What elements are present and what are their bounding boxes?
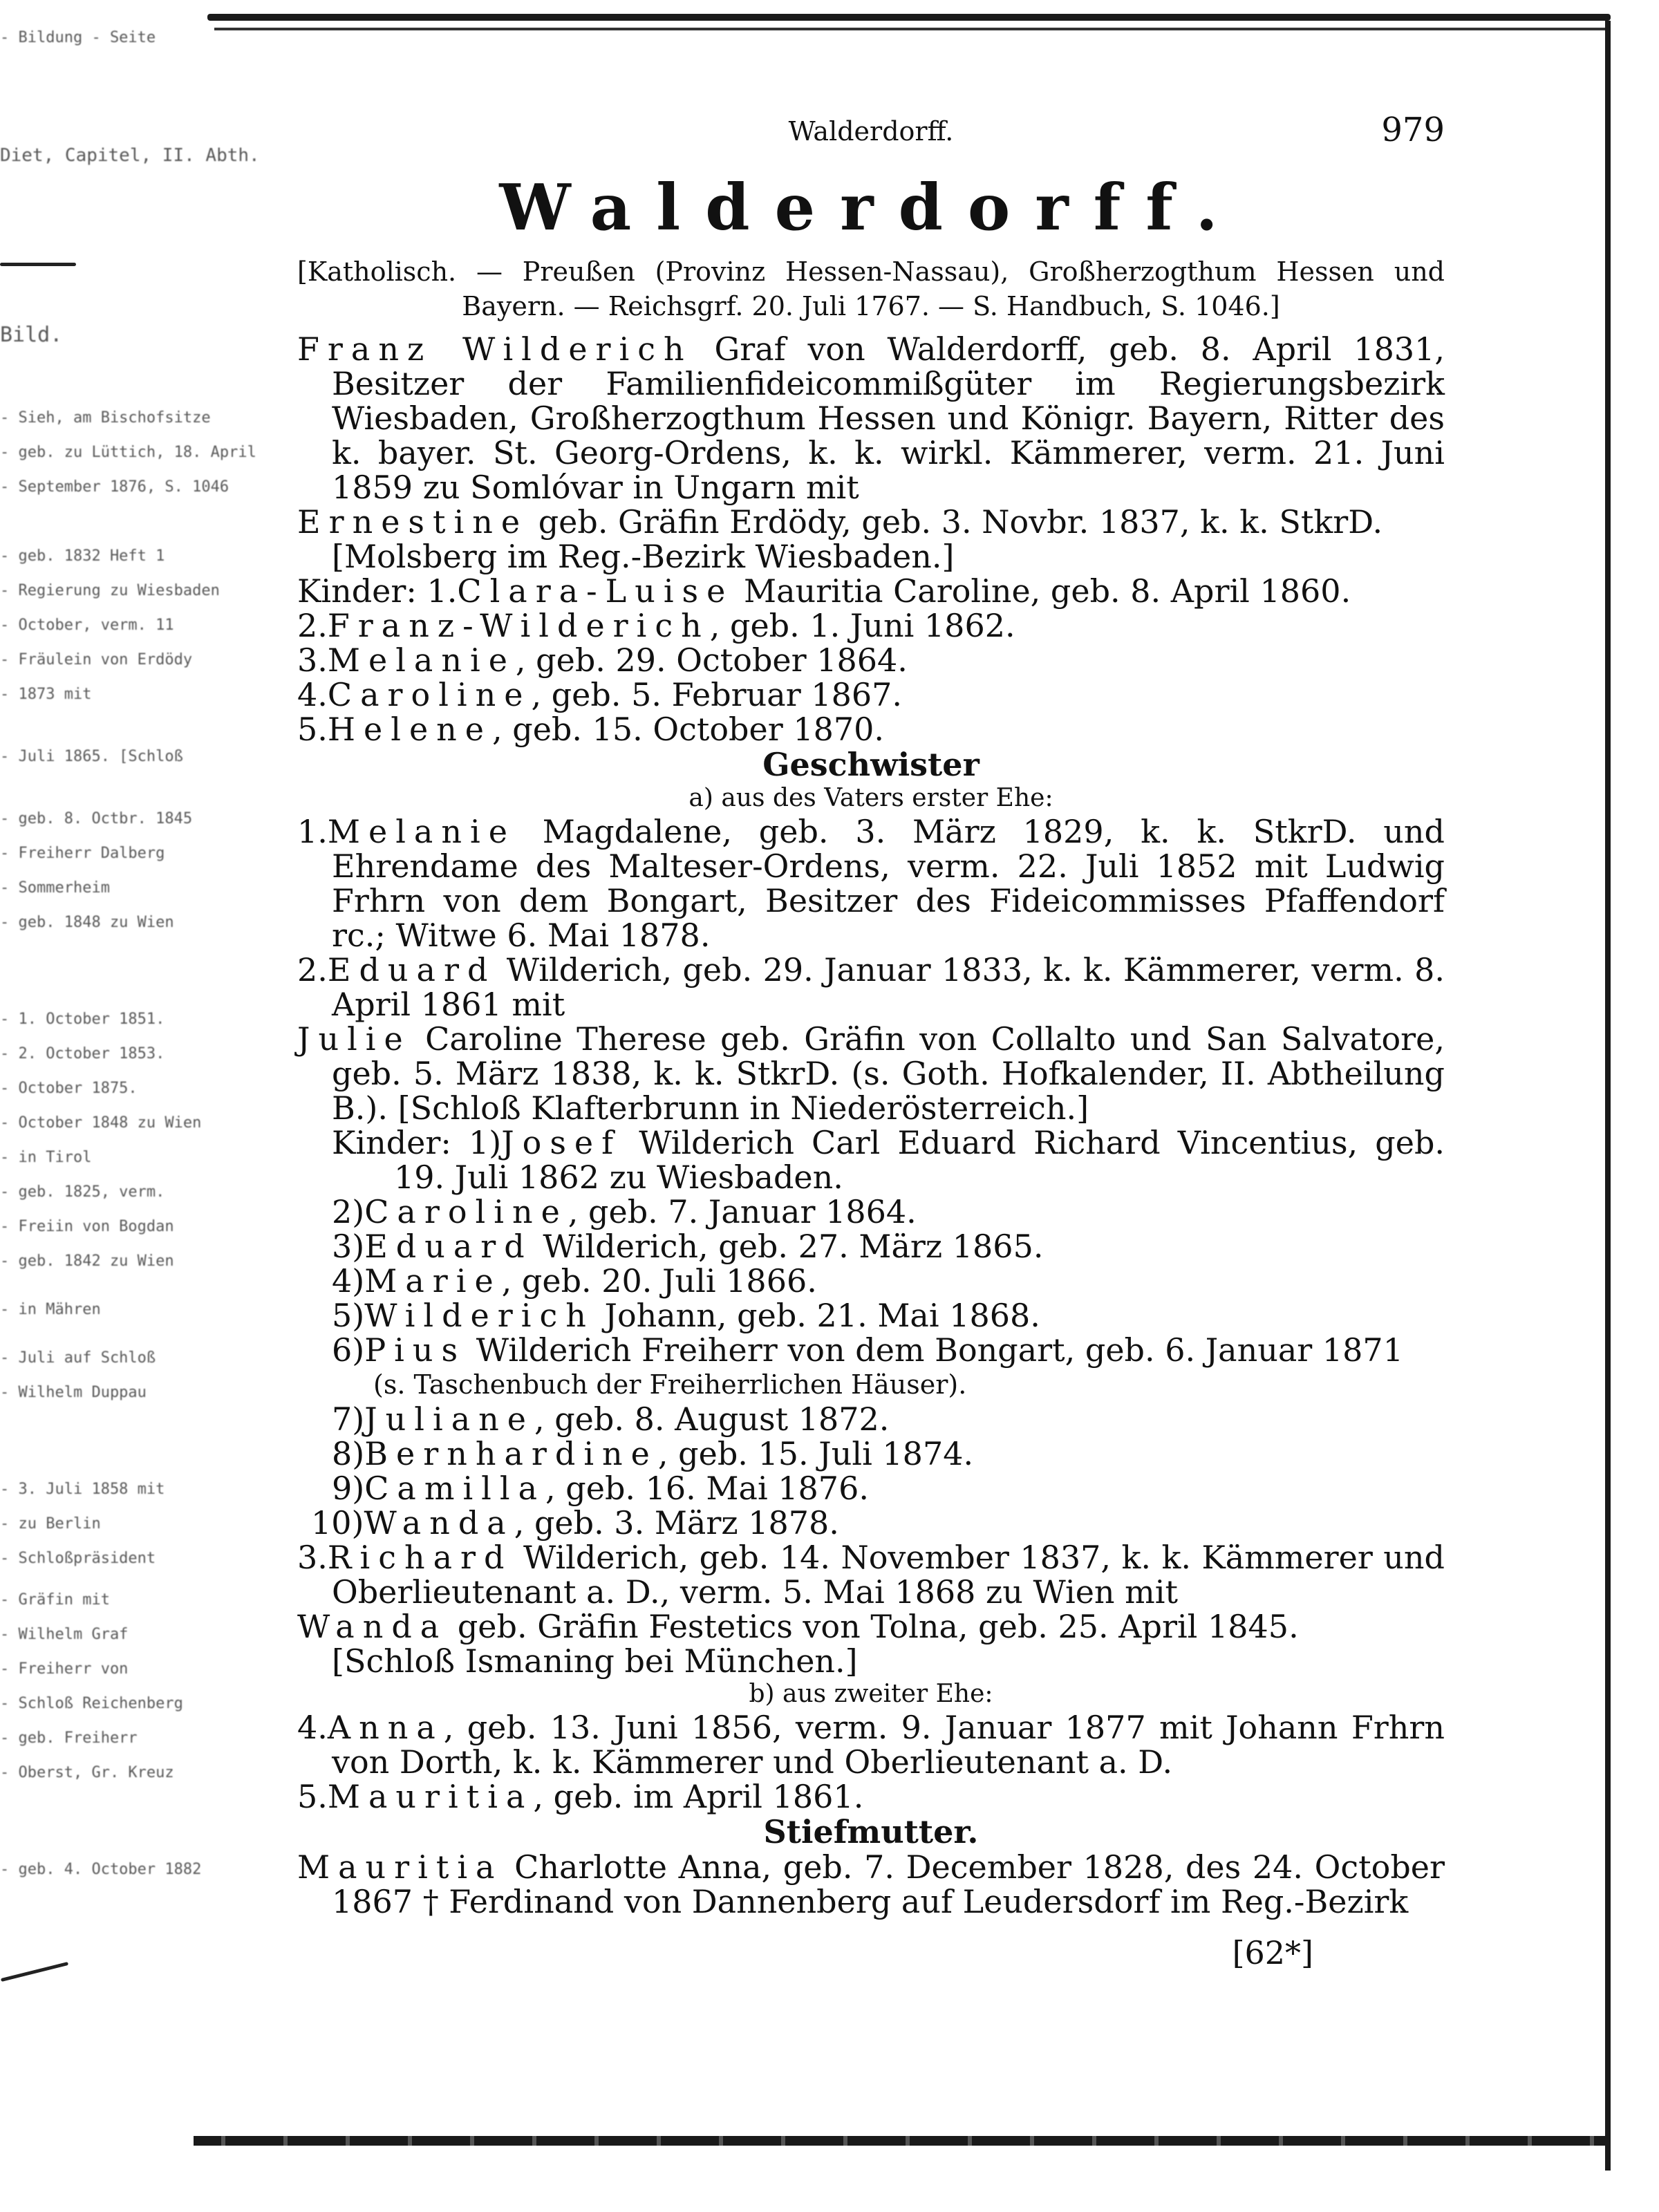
page-border-top [207, 14, 1611, 21]
sibling-entry [297, 1779, 1445, 1814]
nephew-entry [297, 1506, 1445, 1540]
children-list-item [297, 643, 1445, 677]
nephew-entry [297, 1402, 1445, 1436]
nephew-entry [297, 1436, 1445, 1471]
spouse-name: Ernestine [297, 503, 529, 541]
sibling-number: 2. [297, 951, 328, 988]
nephew-text: , geb. 16. Mai 1876. [545, 1470, 869, 1507]
stepmother-entry [297, 1850, 1445, 1919]
margin-line: - Juli auf Schloß [0, 1349, 156, 1367]
sibling-name: Eduard [327, 951, 496, 988]
family-note-line: Bayern. — Reichsgrf. 20. Juli 1767. — S. Handbuch, S. 1046.] [462, 291, 1280, 321]
nephew-entry [297, 1471, 1445, 1506]
family-note-line: [Katholisch. — Preußen (Provinz Hessen-Nassau), Großherzogthum Hessen und [297, 256, 1445, 287]
nephew-name: Pius [364, 1331, 467, 1369]
running-head: Walderdorff. [788, 116, 954, 147]
page-body [297, 111, 1445, 1971]
stepmother-text: Charlotte Anna, geb. 7. December 1828, des 24. October 1867 † Ferdinand von Dannenberg auf Leudersdorf im Reg.-Bezirk [332, 1848, 1445, 1920]
nephew-name: Caroline [364, 1193, 568, 1230]
margin-line: - Sommerheim [0, 879, 110, 897]
children-list-item [297, 677, 1445, 712]
spouse-residence: [Molsberg im Reg.-Bezirk Wiesbaden.] [332, 538, 955, 575]
left-margin-bleed [0, 0, 260, 2212]
nephew-name: Juliane [364, 1400, 534, 1438]
sibling-text: , geb. 13. Juni 1856, verm. 9. Januar 1877 mit Johann Frhrn von Dorth, k. k. Kämmerer und Oberlieutenant a. D. [332, 1709, 1445, 1781]
nephew-number: 9) [332, 1470, 365, 1507]
margin-line: - October 1875. [0, 1080, 138, 1097]
siblings-subheading-a: a) aus des Vaters erster Ehe: [688, 784, 1053, 812]
sibling-number: 4. [297, 1709, 328, 1746]
nephew-entry [297, 1333, 1445, 1367]
siblings-subheading-b: b) aus zweiter Ehe: [749, 1680, 993, 1708]
family-title: Walderdorff. [499, 170, 1243, 245]
margin-line: - Regierung zu Wiesbaden [0, 582, 220, 599]
sibling-entry [297, 953, 1445, 1022]
nephew-entry [297, 1194, 1445, 1229]
margin-rule [0, 263, 76, 266]
children-list-item [297, 712, 1445, 747]
children-list-item [297, 574, 1445, 608]
margin-line: - 1. October 1851. [0, 1011, 165, 1028]
nephew-number: 8) [332, 1435, 365, 1472]
nephew-text: Wilderich Freiherr von dem Bongart, geb. 6. Januar 1871 [466, 1331, 1403, 1369]
nephew-note: (s. Taschenbuch der Freiherrlichen Häuser). [373, 1369, 967, 1400]
margin-line: - zu Berlin [0, 1515, 101, 1533]
margin-line: - Fräulein von Erdödy [0, 651, 193, 668]
sibling-number: 1. [297, 813, 328, 850]
child-name: Clara-Luise [457, 572, 734, 610]
nephew-name: Josef [501, 1124, 622, 1161]
nephew-name: Camilla [364, 1470, 546, 1507]
margin-line: - Freiin von Bogdan [0, 1218, 174, 1235]
signature-mark: [62*] [1232, 1934, 1313, 1971]
nephew-number: 1) [468, 1124, 502, 1161]
nephew-name: Wanda [364, 1504, 514, 1541]
sibling-spouse-entry [297, 1609, 1445, 1644]
nephew-name: Marie [364, 1262, 502, 1300]
sibling-spouse-entry [297, 1022, 1445, 1125]
margin-line: - geb. 1832 Heft 1 [0, 547, 165, 565]
spouse-text: geb. Gräfin Erdödy, geb. 3. Novbr. 1837, k. k. StkrD. [528, 503, 1383, 541]
margin-line: - geb. 1825, verm. [0, 1183, 165, 1201]
stepmother-name: Mauritia [297, 1848, 503, 1886]
sibling-text: Wilderich, geb. 14. November 1837, k. k. Kämmerer und Oberlieutenant a. D., verm. 5. Mai 1868 zu Wien mit [332, 1539, 1445, 1611]
child-name: Melanie [327, 641, 516, 679]
child-number: 1. [427, 572, 458, 610]
sibling-name: Richard [327, 1539, 513, 1576]
sibling-name: Anna [327, 1709, 444, 1746]
nephew-text: , geb. 15. Juli 1874. [657, 1435, 974, 1472]
margin-line: - Oberst, Gr. Kreuz [0, 1764, 174, 1781]
head-name: Franz Wilderich [297, 330, 693, 368]
sibling-name: Mauritia [327, 1778, 534, 1815]
sibling-number: 3. [297, 1539, 328, 1576]
sibling-spouse-text: Caroline Therese geb. Gräfin von Collalto und San Salvatore, geb. 5. März 1838, k. k. StkrD. (s. Goth. Hofkalender, II. Abtheilung B.). [Schloß Klafterbrunn in Niederösterreich.] [332, 1020, 1445, 1127]
nephew-number: 6) [332, 1331, 365, 1369]
sibling-spouse-residence: [Schloß Ismaning bei München.] [332, 1642, 858, 1680]
margin-line: - Wilhelm Duppau [0, 1384, 147, 1401]
nephew-number: 3) [332, 1228, 365, 1265]
child-text: Mauritia Caroline, geb. 8. April 1860. [733, 572, 1351, 610]
sibling-name: Melanie [327, 813, 516, 850]
page-header [297, 111, 1445, 166]
margin-line: - Gräfin mit [0, 1591, 110, 1609]
head-of-house-entry [297, 332, 1445, 505]
nephew-entry [297, 1264, 1445, 1298]
margin-line: - Wilhelm Graf [0, 1626, 129, 1643]
sibling-entry [297, 814, 1445, 953]
child-number: 2. [297, 607, 328, 644]
nephew-text: , geb. 8. August 1872. [534, 1400, 890, 1438]
sibling-spouse-name: Julie [297, 1020, 411, 1058]
margin-line: - geb. 1842 zu Wien [0, 1253, 174, 1270]
margin-rule [1, 1962, 68, 1982]
sibling-text: , geb. im April 1861. [533, 1778, 864, 1815]
margin-line: - Sieh, am Bischofsitze [0, 409, 211, 427]
spouse-entry [297, 505, 1445, 539]
page-border-bottom [194, 2136, 1607, 2146]
nephew-number: 5) [332, 1297, 365, 1334]
nephew-text: , geb. 3. März 1878. [514, 1504, 839, 1541]
margin-line: - October, verm. 11 [0, 617, 174, 634]
nephew-text: Wilderich, geb. 27. März 1865. [532, 1228, 1044, 1265]
children-list-item [297, 608, 1445, 643]
nephew-name: Eduard [364, 1228, 533, 1265]
margin-line: - Schloßpräsident [0, 1550, 156, 1567]
nephew-text: Wilderich Carl Eduard Richard Vincentius, geb. 19. Juli 1862 zu Wiesbaden. [394, 1124, 1445, 1196]
stepmother-heading: Stiefmutter. [763, 1813, 979, 1850]
child-name: Franz-Wilderich [327, 607, 710, 644]
siblings-heading: Geschwister [762, 746, 980, 783]
margin-line: - in Tirol [0, 1149, 92, 1166]
margin-line: - Freiherr von [0, 1660, 129, 1678]
nephew-number: 2) [332, 1193, 365, 1230]
nephew-number: 4) [332, 1262, 365, 1300]
margin-line: - 3. Juli 1858 mit [0, 1481, 165, 1498]
nephew-name: Wilderich [364, 1297, 594, 1334]
page-border-top-inner [214, 28, 1611, 30]
child-number: 3. [297, 641, 328, 679]
nephew-text: , geb. 20. Juli 1866. [501, 1262, 817, 1300]
margin-line: - Schloß Reichenberg [0, 1695, 183, 1712]
family-note [297, 254, 1445, 324]
nephew-number: 7) [332, 1400, 365, 1438]
nephew-number: 10) [311, 1504, 364, 1541]
child-number: 4. [297, 676, 328, 713]
margin-line: - October 1848 zu Wien [0, 1114, 202, 1132]
child-number: 5. [297, 711, 328, 748]
margin-line: - geb. Freiherr [0, 1730, 138, 1747]
children-label: Kinder: [297, 572, 427, 610]
margin-line: - geb. 8. Octbr. 1845 [0, 810, 193, 827]
margin-line: Diet, Capitel, II. Abth. [0, 145, 260, 166]
child-text: , geb. 15. October 1870. [492, 711, 885, 748]
nephew-entry [297, 1298, 1445, 1333]
child-text: , geb. 1. Juni 1862. [709, 607, 1015, 644]
sibling-entry [297, 1710, 1445, 1779]
page-number: 979 [1381, 111, 1445, 149]
child-text: , geb. 29. October 1864. [515, 641, 908, 679]
page-border-right [1605, 21, 1611, 2171]
nephew-entry [297, 1125, 1445, 1194]
child-text: , geb. 5. Februar 1867. [531, 676, 902, 713]
margin-line: - 1873 mit [0, 686, 92, 703]
margin-line: - Bildung - Seite [0, 29, 156, 46]
margin-line: - geb. zu Lüttich, 18. April [0, 444, 256, 461]
child-name: Caroline [327, 676, 532, 713]
nephew-name: Bernhardine [364, 1435, 658, 1472]
nephew-entry [297, 1229, 1445, 1264]
margin-line: - geb. 4. October 1882 [0, 1861, 202, 1878]
margin-line: - 2. October 1853. [0, 1045, 165, 1062]
sibling-spouse-text: geb. Gräfin Festetics von Tolna, geb. 25. April 1845. [447, 1608, 1299, 1645]
child-name: Helene [327, 711, 493, 748]
nephews-label: Kinder: [332, 1124, 469, 1161]
sibling-number: 5. [297, 1778, 328, 1815]
nephew-text: , geb. 7. Januar 1864. [568, 1193, 917, 1230]
sibling-text: Magdalene, geb. 3. März 1829, k. k. StkrD. und Ehrendame des Malteser-Ordens, verm. 22. Juli 1852 mit Ludwig Frhrn von dem Bongart, Besitzer des Fideicommisses Pfaffendorf rc.; Witwe 6. Mai 1878. [332, 813, 1445, 954]
margin-line: - September 1876, S. 1046 [0, 478, 229, 496]
sibling-text: Wilderich, geb. 29. Januar 1833, k. k. Kämmerer, verm. 8. April 1861 mit [332, 951, 1445, 1023]
margin-line: - in Mähren [0, 1301, 101, 1318]
head-text: Graf von Walderdorff, geb. 8. April 1831, Besitzer der Familienfideicommißgüter im Regierungsbezirk Wiesbaden, Großherzogthum Hessen und Königr. Bayern, Ritter des k. bayer. St. Georg-Ordens, k. k. wirkl. Kämmerer, verm. 21. Juni 1859 zu Somlóvar in Ungarn mit [332, 330, 1445, 506]
margin-line: - Juli 1865. [Schloß [0, 748, 183, 765]
margin-line: - Freiherr Dalberg [0, 845, 165, 862]
margin-line: - geb. 1848 zu Wien [0, 914, 174, 931]
sibling-entry [297, 1540, 1445, 1609]
sibling-spouse-name: Wanda [297, 1608, 448, 1645]
margin-line: Bild. [0, 323, 63, 347]
nephew-text: Johann, geb. 21. Mai 1868. [594, 1297, 1040, 1334]
